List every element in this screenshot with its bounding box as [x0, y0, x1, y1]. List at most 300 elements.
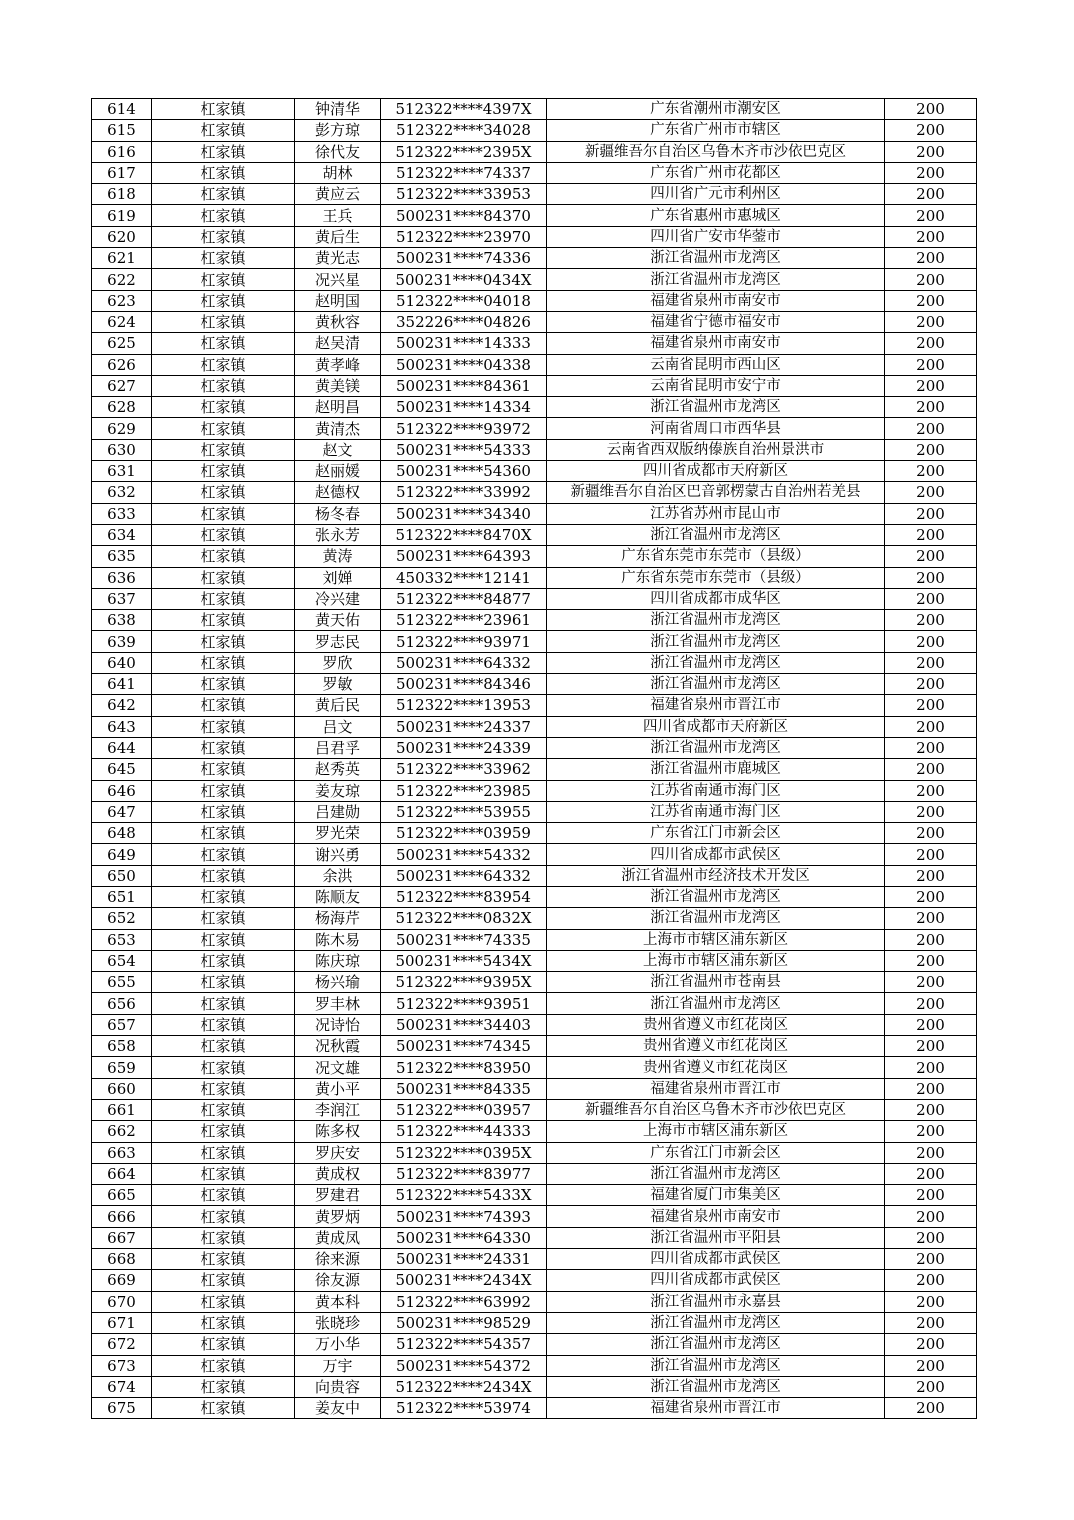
table-row — [92, 886, 977, 907]
row-number-cell: 632 — [92, 482, 152, 503]
name-cell: 黄小平 — [295, 1078, 381, 1099]
row-number-cell: 615 — [92, 120, 152, 141]
address-cell: 新疆维吾尔自治区乌鲁木齐市沙依巴克区 — [547, 1099, 885, 1120]
name-cell: 黄秋容 — [295, 311, 381, 332]
id-number-cell: 450332****12141 — [381, 567, 547, 588]
address-cell: 广东省广州市花都区 — [547, 162, 885, 183]
name-cell: 张永芳 — [295, 524, 381, 545]
name-cell: 黄清杰 — [295, 418, 381, 439]
town-cell: 杠家镇 — [152, 1398, 295, 1419]
town-cell: 杠家镇 — [152, 908, 295, 929]
amount-cell: 200 — [885, 1376, 977, 1397]
id-number-cell: 500231****2434X — [381, 1270, 547, 1291]
address-cell: 浙江省温州市龙湾区 — [547, 993, 885, 1014]
amount-cell: 200 — [885, 865, 977, 886]
row-number-cell: 630 — [92, 439, 152, 460]
row-number-cell: 650 — [92, 865, 152, 886]
address-cell: 福建省泉州市南安市 — [547, 333, 885, 354]
town-cell: 杠家镇 — [152, 1249, 295, 1270]
name-cell: 黄后生 — [295, 226, 381, 247]
name-cell: 徐来源 — [295, 1249, 381, 1270]
town-cell: 杠家镇 — [152, 972, 295, 993]
address-cell: 贵州省遵义市红花岗区 — [547, 1014, 885, 1035]
address-cell: 浙江省温州市龙湾区 — [547, 1376, 885, 1397]
row-number-cell: 662 — [92, 1121, 152, 1142]
amount-cell: 200 — [885, 1355, 977, 1376]
town-cell: 杠家镇 — [152, 1078, 295, 1099]
amount-cell: 200 — [885, 226, 977, 247]
town-cell: 杠家镇 — [152, 1057, 295, 1078]
amount-cell: 200 — [885, 311, 977, 332]
row-number-cell: 673 — [92, 1355, 152, 1376]
address-cell: 广东省广州市市辖区 — [547, 120, 885, 141]
row-number-cell: 614 — [92, 99, 152, 120]
town-cell: 杠家镇 — [152, 1270, 295, 1291]
row-number-cell: 629 — [92, 418, 152, 439]
town-cell: 杠家镇 — [152, 1099, 295, 1120]
name-cell: 吕文 — [295, 716, 381, 737]
row-number-cell: 621 — [92, 248, 152, 269]
amount-cell: 200 — [885, 1036, 977, 1057]
id-number-cell: 500231****54372 — [381, 1355, 547, 1376]
name-cell: 陈庆琼 — [295, 950, 381, 971]
address-cell: 浙江省温州市龙湾区 — [547, 674, 885, 695]
id-number-cell: 500231****24337 — [381, 716, 547, 737]
address-cell: 广东省江门市新会区 — [547, 1142, 885, 1163]
id-number-cell: 500231****34403 — [381, 1014, 547, 1035]
name-cell: 黄美镁 — [295, 375, 381, 396]
amount-cell: 200 — [885, 269, 977, 290]
id-number-cell: 500231****34340 — [381, 503, 547, 524]
town-cell: 杠家镇 — [152, 823, 295, 844]
address-cell: 四川省成都市天府新区 — [547, 461, 885, 482]
name-cell: 王兵 — [295, 205, 381, 226]
address-cell: 浙江省温州市经济技术开发区 — [547, 865, 885, 886]
amount-cell: 200 — [885, 610, 977, 631]
id-number-cell: 512322****44333 — [381, 1121, 547, 1142]
row-number-cell: 637 — [92, 588, 152, 609]
amount-cell: 200 — [885, 1334, 977, 1355]
table-row — [92, 141, 977, 162]
name-cell: 陈木易 — [295, 929, 381, 950]
amount-cell: 200 — [885, 908, 977, 929]
address-cell: 福建省泉州市南安市 — [547, 290, 885, 311]
table-row — [92, 1249, 977, 1270]
name-cell: 杨冬春 — [295, 503, 381, 524]
id-number-cell: 512322****93951 — [381, 993, 547, 1014]
row-number-cell: 628 — [92, 397, 152, 418]
table-row — [92, 610, 977, 631]
address-cell: 四川省成都市成华区 — [547, 588, 885, 609]
row-number-cell: 667 — [92, 1227, 152, 1248]
table-row — [92, 588, 977, 609]
table-row — [92, 716, 977, 737]
address-cell: 浙江省温州市鹿城区 — [547, 759, 885, 780]
table-row — [92, 375, 977, 396]
name-cell: 万宇 — [295, 1355, 381, 1376]
amount-cell: 200 — [885, 546, 977, 567]
address-cell: 广东省东莞市东莞市（县级） — [547, 546, 885, 567]
address-cell: 贵州省遵义市红花岗区 — [547, 1057, 885, 1078]
table-row — [92, 333, 977, 354]
amount-cell: 200 — [885, 1249, 977, 1270]
name-cell: 黄本科 — [295, 1291, 381, 1312]
id-number-cell: 512322****93971 — [381, 631, 547, 652]
town-cell: 杠家镇 — [152, 290, 295, 311]
town-cell: 杠家镇 — [152, 1312, 295, 1333]
name-cell: 黄罗炳 — [295, 1206, 381, 1227]
address-cell: 广东省江门市新会区 — [547, 823, 885, 844]
amount-cell: 200 — [885, 972, 977, 993]
row-number-cell: 625 — [92, 333, 152, 354]
table-row — [92, 844, 977, 865]
address-cell: 四川省成都市天府新区 — [547, 716, 885, 737]
row-number-cell: 617 — [92, 162, 152, 183]
town-cell: 杠家镇 — [152, 99, 295, 120]
address-cell: 福建省厦门市集美区 — [547, 1185, 885, 1206]
id-number-cell: 512322****33953 — [381, 184, 547, 205]
row-number-cell: 675 — [92, 1398, 152, 1419]
id-number-cell: 500231****64332 — [381, 652, 547, 673]
amount-cell: 200 — [885, 674, 977, 695]
row-number-cell: 643 — [92, 716, 152, 737]
table-row — [92, 162, 977, 183]
town-cell: 杠家镇 — [152, 311, 295, 332]
town-cell: 杠家镇 — [152, 844, 295, 865]
row-number-cell: 633 — [92, 503, 152, 524]
address-cell: 浙江省温州市龙湾区 — [547, 248, 885, 269]
name-cell: 张晓珍 — [295, 1312, 381, 1333]
id-number-cell: 500231****98529 — [381, 1312, 547, 1333]
table-row — [92, 354, 977, 375]
town-cell: 杠家镇 — [152, 1355, 295, 1376]
address-cell: 浙江省温州市龙湾区 — [547, 1355, 885, 1376]
table-row — [92, 801, 977, 822]
amount-cell: 200 — [885, 141, 977, 162]
amount-cell: 200 — [885, 1185, 977, 1206]
town-cell: 杠家镇 — [152, 1185, 295, 1206]
amount-cell: 200 — [885, 801, 977, 822]
id-number-cell: 512322****8470X — [381, 524, 547, 545]
town-cell: 杠家镇 — [152, 993, 295, 1014]
address-cell: 云南省西双版纳傣族自治州景洪市 — [547, 439, 885, 460]
amount-cell: 200 — [885, 1291, 977, 1312]
address-cell: 江苏省南通市海门区 — [547, 780, 885, 801]
table-row — [92, 567, 977, 588]
id-number-cell: 500231****24339 — [381, 737, 547, 758]
amount-cell: 200 — [885, 823, 977, 844]
table-row — [92, 461, 977, 482]
town-cell: 杠家镇 — [152, 567, 295, 588]
id-number-cell: 512322****53955 — [381, 801, 547, 822]
table-row — [92, 1227, 977, 1248]
row-number-cell: 645 — [92, 759, 152, 780]
name-cell: 余洪 — [295, 865, 381, 886]
amount-cell: 200 — [885, 993, 977, 1014]
town-cell: 杠家镇 — [152, 375, 295, 396]
id-number-cell: 512322****83977 — [381, 1163, 547, 1184]
amount-cell: 200 — [885, 248, 977, 269]
table-row — [92, 950, 977, 971]
table-row — [92, 695, 977, 716]
id-number-cell: 512322****9395X — [381, 972, 547, 993]
row-number-cell: 656 — [92, 993, 152, 1014]
id-number-cell: 512322****5433X — [381, 1185, 547, 1206]
name-cell: 况秋霞 — [295, 1036, 381, 1057]
id-number-cell: 500231****74345 — [381, 1036, 547, 1057]
name-cell: 黄应云 — [295, 184, 381, 205]
table-row — [92, 1355, 977, 1376]
amount-cell: 200 — [885, 120, 977, 141]
name-cell: 况文雄 — [295, 1057, 381, 1078]
address-cell: 福建省泉州市晋江市 — [547, 1398, 885, 1419]
row-number-cell: 641 — [92, 674, 152, 695]
id-number-cell: 512322****93972 — [381, 418, 547, 439]
name-cell: 钟清华 — [295, 99, 381, 120]
id-number-cell: 500231****54360 — [381, 461, 547, 482]
town-cell: 杠家镇 — [152, 546, 295, 567]
amount-cell: 200 — [885, 1078, 977, 1099]
row-number-cell: 658 — [92, 1036, 152, 1057]
amount-cell: 200 — [885, 567, 977, 588]
amount-cell: 200 — [885, 461, 977, 482]
table-row — [92, 1014, 977, 1035]
id-number-cell: 512322****74337 — [381, 162, 547, 183]
address-cell: 浙江省温州市龙湾区 — [547, 631, 885, 652]
id-number-cell: 512322****2434X — [381, 1376, 547, 1397]
id-number-cell: 512322****4397X — [381, 99, 547, 120]
name-cell: 李润江 — [295, 1099, 381, 1120]
name-cell: 赵秀英 — [295, 759, 381, 780]
table-row — [92, 99, 977, 120]
table-row — [92, 184, 977, 205]
row-number-cell: 618 — [92, 184, 152, 205]
town-cell: 杠家镇 — [152, 1291, 295, 1312]
id-number-cell: 512322****23970 — [381, 226, 547, 247]
amount-cell: 200 — [885, 1398, 977, 1419]
name-cell: 向贵容 — [295, 1376, 381, 1397]
town-cell: 杠家镇 — [152, 120, 295, 141]
amount-cell: 200 — [885, 759, 977, 780]
town-cell: 杠家镇 — [152, 780, 295, 801]
name-cell: 赵丽媛 — [295, 461, 381, 482]
amount-cell: 200 — [885, 1163, 977, 1184]
town-cell: 杠家镇 — [152, 418, 295, 439]
row-number-cell: 634 — [92, 524, 152, 545]
table-row — [92, 1270, 977, 1291]
id-number-cell: 500231****84346 — [381, 674, 547, 695]
id-number-cell: 512322****83950 — [381, 1057, 547, 1078]
row-number-cell: 648 — [92, 823, 152, 844]
row-number-cell: 660 — [92, 1078, 152, 1099]
row-number-cell: 653 — [92, 929, 152, 950]
town-cell: 杠家镇 — [152, 886, 295, 907]
row-number-cell: 635 — [92, 546, 152, 567]
row-number-cell: 616 — [92, 141, 152, 162]
row-number-cell: 640 — [92, 652, 152, 673]
address-cell: 广东省惠州市惠城区 — [547, 205, 885, 226]
name-cell: 谢兴勇 — [295, 844, 381, 865]
address-cell: 上海市市辖区浦东新区 — [547, 950, 885, 971]
town-cell: 杠家镇 — [152, 695, 295, 716]
address-cell: 浙江省温州市龙湾区 — [547, 1334, 885, 1355]
amount-cell: 200 — [885, 1270, 977, 1291]
row-number-cell: 668 — [92, 1249, 152, 1270]
amount-cell: 200 — [885, 354, 977, 375]
name-cell: 吕君孚 — [295, 737, 381, 758]
town-cell: 杠家镇 — [152, 1376, 295, 1397]
town-cell: 杠家镇 — [152, 226, 295, 247]
address-cell: 江苏省南通市海门区 — [547, 801, 885, 822]
name-cell: 黄涛 — [295, 546, 381, 567]
table-row — [92, 908, 977, 929]
table-row — [92, 1334, 977, 1355]
address-cell: 上海市市辖区浦东新区 — [547, 1121, 885, 1142]
address-cell: 四川省广安市华蓥市 — [547, 226, 885, 247]
address-cell: 浙江省温州市龙湾区 — [547, 737, 885, 758]
amount-cell: 200 — [885, 482, 977, 503]
address-cell: 福建省泉州市南安市 — [547, 1206, 885, 1227]
id-number-cell: 500231****04338 — [381, 354, 547, 375]
row-number-cell: 666 — [92, 1206, 152, 1227]
amount-cell: 200 — [885, 503, 977, 524]
id-number-cell: 512322****33992 — [381, 482, 547, 503]
amount-cell: 200 — [885, 397, 977, 418]
table-row — [92, 865, 977, 886]
name-cell: 陈多权 — [295, 1121, 381, 1142]
id-number-cell: 512322****2395X — [381, 141, 547, 162]
amount-cell: 200 — [885, 886, 977, 907]
row-number-cell: 619 — [92, 205, 152, 226]
id-number-cell: 512322****34028 — [381, 120, 547, 141]
address-cell: 浙江省温州市龙湾区 — [547, 610, 885, 631]
name-cell: 罗志民 — [295, 631, 381, 652]
address-cell: 福建省泉州市晋江市 — [547, 695, 885, 716]
address-cell: 江苏省苏州市昆山市 — [547, 503, 885, 524]
amount-cell: 200 — [885, 99, 977, 120]
address-cell: 云南省昆明市安宁市 — [547, 375, 885, 396]
id-number-cell: 512322****83954 — [381, 886, 547, 907]
name-cell: 黄天佑 — [295, 610, 381, 631]
table-row — [92, 1376, 977, 1397]
row-number-cell: 642 — [92, 695, 152, 716]
table-row — [92, 1206, 977, 1227]
id-number-cell: 512322****23985 — [381, 780, 547, 801]
town-cell: 杠家镇 — [152, 141, 295, 162]
amount-cell: 200 — [885, 524, 977, 545]
row-number-cell: 627 — [92, 375, 152, 396]
amount-cell: 200 — [885, 1014, 977, 1035]
table-row — [92, 737, 977, 758]
id-number-cell: 512322****04018 — [381, 290, 547, 311]
id-number-cell: 512322****84877 — [381, 588, 547, 609]
row-number-cell: 651 — [92, 886, 152, 907]
amount-cell: 200 — [885, 588, 977, 609]
town-cell: 杠家镇 — [152, 524, 295, 545]
town-cell: 杠家镇 — [152, 801, 295, 822]
row-number-cell: 646 — [92, 780, 152, 801]
town-cell: 杠家镇 — [152, 674, 295, 695]
address-cell: 新疆维吾尔自治区乌鲁木齐市沙依巴克区 — [547, 141, 885, 162]
table-row — [92, 503, 977, 524]
town-cell: 杠家镇 — [152, 205, 295, 226]
address-cell: 浙江省温州市平阳县 — [547, 1227, 885, 1248]
id-number-cell: 500231****54332 — [381, 844, 547, 865]
table-row — [92, 674, 977, 695]
row-number-cell: 669 — [92, 1270, 152, 1291]
table-row — [92, 1057, 977, 1078]
row-number-cell: 649 — [92, 844, 152, 865]
amount-cell: 200 — [885, 162, 977, 183]
amount-cell: 200 — [885, 290, 977, 311]
row-number-cell: 624 — [92, 311, 152, 332]
address-cell: 贵州省遵义市红花岗区 — [547, 1036, 885, 1057]
address-cell: 广东省东莞市东莞市（县级） — [547, 567, 885, 588]
id-number-cell: 500231****84370 — [381, 205, 547, 226]
town-cell: 杠家镇 — [152, 439, 295, 460]
id-number-cell: 500231****74336 — [381, 248, 547, 269]
town-cell: 杠家镇 — [152, 184, 295, 205]
amount-cell: 200 — [885, 844, 977, 865]
table-row — [92, 482, 977, 503]
name-cell: 杨海芹 — [295, 908, 381, 929]
town-cell: 杠家镇 — [152, 1334, 295, 1355]
table-row — [92, 631, 977, 652]
town-cell: 杠家镇 — [152, 248, 295, 269]
address-cell: 浙江省温州市龙湾区 — [547, 886, 885, 907]
town-cell: 杠家镇 — [152, 652, 295, 673]
town-cell: 杠家镇 — [152, 610, 295, 631]
row-number-cell: 659 — [92, 1057, 152, 1078]
table-row — [92, 1398, 977, 1419]
name-cell: 胡林 — [295, 162, 381, 183]
name-cell: 赵文 — [295, 439, 381, 460]
row-number-cell: 663 — [92, 1142, 152, 1163]
address-cell: 浙江省温州市龙湾区 — [547, 1312, 885, 1333]
amount-cell: 200 — [885, 439, 977, 460]
table-row — [92, 120, 977, 141]
amount-cell: 200 — [885, 1099, 977, 1120]
table-row — [92, 524, 977, 545]
address-cell: 广东省潮州市潮安区 — [547, 99, 885, 120]
table-row — [92, 397, 977, 418]
id-number-cell: 512322****33962 — [381, 759, 547, 780]
name-cell: 徐代友 — [295, 141, 381, 162]
row-number-cell: 672 — [92, 1334, 152, 1355]
table-row — [92, 269, 977, 290]
address-cell: 四川省成都市武侯区 — [547, 844, 885, 865]
town-cell: 杠家镇 — [152, 716, 295, 737]
id-number-cell: 500231****74335 — [381, 929, 547, 950]
address-cell: 浙江省温州市龙湾区 — [547, 397, 885, 418]
name-cell: 陈顺友 — [295, 886, 381, 907]
name-cell: 彭方琼 — [295, 120, 381, 141]
table-row — [92, 823, 977, 844]
table-row — [92, 311, 977, 332]
name-cell: 姜友琼 — [295, 780, 381, 801]
table-row — [92, 1163, 977, 1184]
address-cell: 浙江省温州市龙湾区 — [547, 524, 885, 545]
row-number-cell: 655 — [92, 972, 152, 993]
address-cell: 浙江省温州市龙湾区 — [547, 1163, 885, 1184]
town-cell: 杠家镇 — [152, 929, 295, 950]
name-cell: 赵吴清 — [295, 333, 381, 354]
address-cell: 上海市市辖区浦东新区 — [547, 929, 885, 950]
name-cell: 黄后民 — [295, 695, 381, 716]
table-row — [92, 1078, 977, 1099]
table-row — [92, 1291, 977, 1312]
name-cell: 吕建勋 — [295, 801, 381, 822]
